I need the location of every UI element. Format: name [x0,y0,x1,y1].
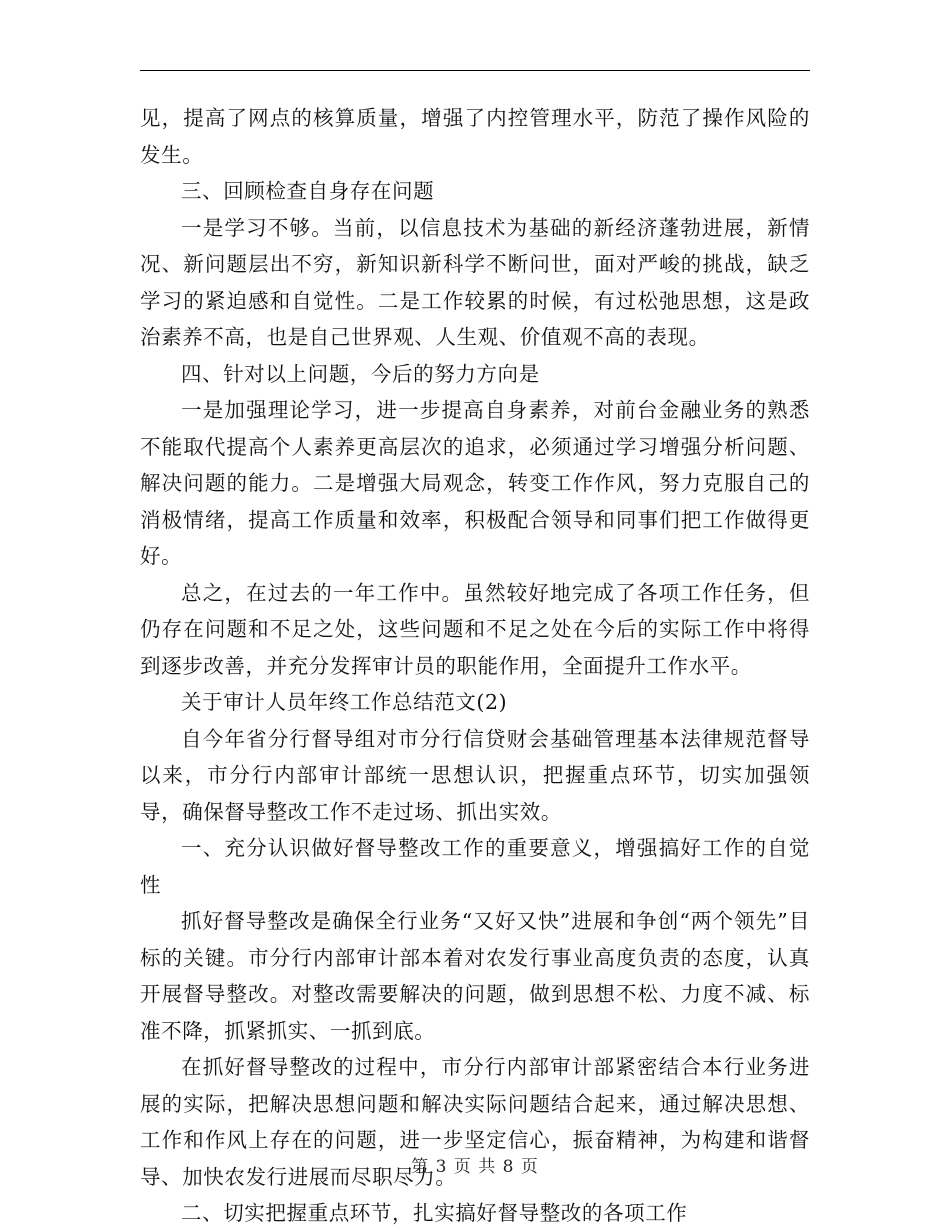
page-number: 第 3 页 共 8 页 [411,1157,539,1177]
header-rule [140,70,810,71]
paragraph: 见，提高了网点的核算质量，增强了内控管理水平，防范了操作风险的发生。 [140,106,810,167]
paragraph: 在抓好督导整改的过程中，市分行内部审计部紧密结合本行业务进展的实际，把解决思想问题和解决实际问题结合起来，通过解决思想、工作和作风上存在的问题，进一步坚定信心，振奋精神，为构建和谐督导、加快农发行进展而尽职尽力。 [140,1055,810,1189]
section-heading: 一、充分认识做好督导整改工作的重要意义，增强搞好工作的自觉性 [140,836,810,897]
paragraph: 抓好督导整改是确保全行业务“又好又快”进展和争创“两个领先”目标的关键。市分行内部审计部本着对农发行事业高度负责的态度，认真开展督导整改。对整改需要解决的问题，做到思想不松、力度不减、标准不降，抓紧抓实、一抓到底。 [140,909,810,1043]
paragraph: 自今年省分行督导组对市分行信贷财会基础管理基本法律规范督导以来，市分行内部审计部统一思想认识，把握重点环节，切实加强领导，确保督导整改工作不走过场、抓出实效。 [140,726,810,824]
section-heading: 三、回顾检查自身存在问题 [181,179,435,203]
article-title: 关于审计人员年终工作总结范文(2) [181,690,508,714]
section-heading: 四、针对以上问题，今后的努力方向是 [181,361,540,386]
paragraph: 一是学习不够。当前，以信息技术为基础的新经济蓬勃进展，新情况、新问题层出不穷，新知识新科学不断问世，面对严峻的挑战，缺乏学习的紧迫感和自觉性。二是工作较累的时候，有过松弛思想，这是政治素养不高，也是自己世界观、人生观、价值观不高的表现。 [140,215,810,349]
paragraph: 总之，在过去的一年工作中。虽然较好地完成了各项工作任务，但仍存在问题和不足之处，这些问题和不足之处在今后的实际工作中将得到逐步改善，并充分发挥审计员的职能作用，全面提升工作水平。 [140,580,810,678]
document-body [140,100,810,1232]
section-heading: 二、切实把握重点环节，扎实搞好督导整改的各项工作 [181,1201,688,1225]
paragraph: 一是加强理论学习，进一步提高自身素养，对前台金融业务的熟悉不能取代提高个人素养更高层次的追求，必须通过学习增强分析问题、解决问题的能力。二是增强大局观念，转变工作作风，努力克服自己的消极情绪，提高工作质量和效率，积极配合领导和同事们把工作做得更好。 [140,398,810,568]
